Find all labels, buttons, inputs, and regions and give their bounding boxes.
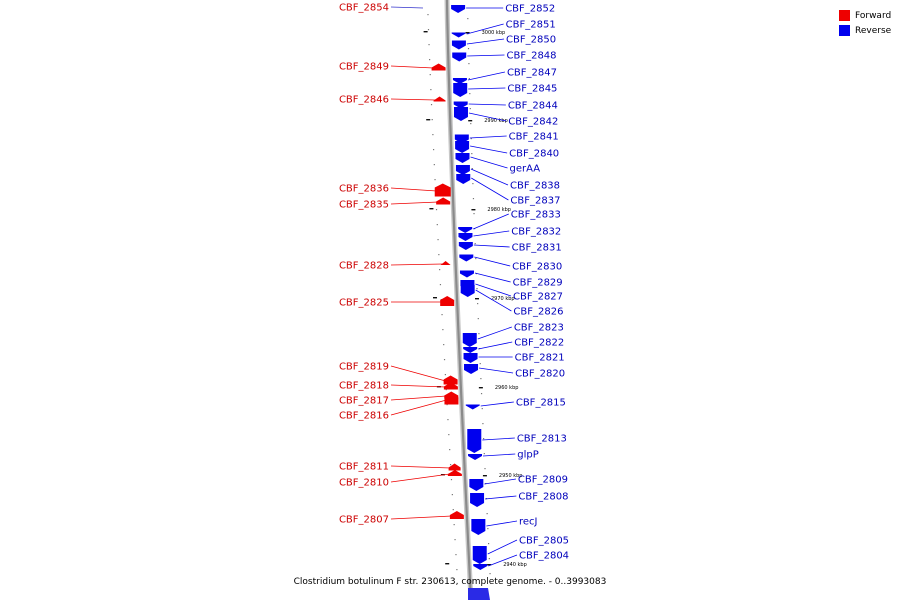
reverse-gene-label: recJ [519, 516, 538, 528]
spoke-dot [437, 224, 438, 225]
reverse-gene-label: CBF_2847 [506, 67, 557, 79]
reverse-leader-line [478, 327, 512, 339]
legend [839, 8, 891, 38]
reverse-gene-arrow [463, 347, 477, 353]
spoke-dot [445, 374, 446, 375]
reverse-gene-label: CBF_2830 [512, 261, 563, 273]
reverse-gene-arrow [456, 165, 470, 175]
spoke-dot [451, 479, 452, 480]
reverse-gene-label: CBF_2845 [507, 83, 558, 95]
reverse-gene-arrow [466, 405, 480, 410]
reverse-leader-line [475, 284, 511, 296]
reverse-gene-arrow [468, 454, 482, 460]
forward-gene-arrow [440, 296, 454, 306]
spoke-dot [430, 74, 431, 75]
reverse-gene-label: CBF_2827 [512, 291, 564, 303]
forward-swatch [839, 10, 850, 21]
spoke-dot [469, 78, 470, 79]
reverse-gene-label: CBF_2840 [509, 148, 560, 160]
forward-gene-arrow [434, 97, 446, 102]
forward-gene-label: CBF_2816 [338, 410, 389, 422]
spoke-dot [484, 453, 485, 454]
forward-gene-label: CBF_2818 [338, 380, 389, 392]
spoke-dot [478, 318, 479, 319]
reverse-gene-label: CBF_2804 [519, 550, 570, 562]
spoke-dot [428, 29, 429, 30]
reverse-gene-label: CBF_2821 [514, 352, 565, 364]
tick-mark [471, 209, 475, 210]
legend-label-reverse: Reverse [855, 25, 892, 36]
spoke-dot [480, 378, 481, 379]
spoke-dot [475, 258, 476, 259]
tick-mark [433, 297, 437, 298]
forward-gene-arrow [448, 470, 462, 476]
spoke-dot [477, 303, 478, 304]
reverse-gene-label: CBF_2829 [512, 277, 563, 289]
spoke-dot [483, 438, 484, 439]
forward-gene-label: CBF_2849 [338, 61, 389, 73]
spoke-dot [442, 329, 443, 330]
spoke-dot [456, 569, 457, 570]
forward-gene-label: CBF_2807 [338, 514, 389, 526]
spoke-dot [434, 164, 435, 165]
reverse-gene-arrow [473, 546, 487, 564]
spoke-dot [470, 108, 471, 109]
reverse-gene-label: glpP [517, 449, 539, 461]
tick-label: 2940 kbp [503, 562, 527, 568]
spoke-dot [431, 104, 432, 105]
spoke-dot [473, 213, 474, 214]
forward-gene-label: CBF_2811 [338, 461, 389, 473]
tick-label: 2990 kbp [484, 118, 508, 124]
reverse-leader-line [469, 104, 506, 105]
reverse-gene-label: CBF_2809 [517, 474, 568, 486]
spoke-dot [447, 419, 448, 420]
spoke-dot [472, 183, 473, 184]
forward-leader-line [391, 516, 452, 519]
reverse-leader-line [481, 402, 514, 406]
reverse-gene-arrow [458, 227, 472, 233]
gene-block-bottom [468, 588, 490, 600]
spoke-dot [450, 464, 451, 465]
reverse-leader-line [484, 479, 516, 484]
forward-leader-line [391, 400, 446, 415]
forward-leader-line [391, 7, 423, 8]
reverse-leader-line [468, 72, 505, 80]
forward-gene-label: CBF_2836 [338, 183, 389, 195]
spoke-dot [448, 434, 449, 435]
reverse-gene-label: CBF_2832 [511, 226, 562, 238]
forward-leader-line [391, 264, 443, 265]
reverse-gene-label: CBF_2808 [518, 491, 569, 503]
spoke-dot [439, 269, 440, 270]
reverse-gene-label: CBF_2841 [508, 131, 559, 143]
tick-mark [426, 119, 430, 120]
spoke-dot [428, 44, 429, 45]
reverse-leader-line [488, 540, 517, 554]
reverse-gene-label: CBF_2837 [510, 195, 561, 207]
reverse-gene-arrow [453, 83, 467, 97]
reverse-leader-line [471, 178, 508, 200]
legend-item-forward [839, 8, 891, 23]
forward-leader-line [391, 202, 438, 204]
reverse-gene-arrow [471, 519, 485, 535]
tick-mark [468, 120, 472, 121]
reverse-gene-arrow [455, 141, 469, 153]
reverse-gene-arrow [452, 53, 466, 62]
reverse-leader-line [474, 245, 510, 247]
forward-gene-arrow [436, 198, 450, 205]
spoke-dot [443, 344, 444, 345]
reverse-gene-arrow [451, 5, 465, 13]
reverse-gene-label: gerAA [509, 163, 541, 175]
reverse-gene-arrow [464, 353, 478, 363]
tick-mark [429, 208, 433, 209]
spoke-dot [440, 284, 441, 285]
forward-gene-label: CBF_2846 [338, 94, 389, 106]
spoke-dot [455, 554, 456, 555]
forward-leader-line [391, 466, 451, 468]
spoke-dot [484, 468, 485, 469]
spoke-dot [437, 239, 438, 240]
spoke-dot [469, 93, 470, 94]
reverse-leader-line [478, 342, 512, 349]
forward-leader-line [391, 474, 450, 482]
legend-label-forward: Forward [855, 10, 892, 21]
reverse-gene-label: CBF_2831 [511, 242, 562, 254]
spoke-dot [449, 449, 450, 450]
reverse-gene-label: CBF_2838 [509, 180, 561, 192]
forward-gene-label: CBF_2825 [338, 297, 389, 309]
reverse-gene-label: CBF_2822 [514, 337, 565, 349]
reverse-gene-arrow [456, 174, 470, 184]
forward-leader-line [391, 366, 446, 381]
reverse-gene-label: CBF_2805 [519, 535, 570, 547]
spoke-dot [433, 149, 434, 150]
reverse-gene-arrow [459, 242, 473, 250]
spoke-dot [475, 243, 476, 244]
reverse-gene-arrow [461, 285, 475, 297]
forward-gene-label: CBF_2819 [338, 361, 389, 373]
spoke-dot [470, 123, 471, 124]
spoke-dot [489, 558, 490, 559]
reverse-gene-label: CBF_2833 [510, 209, 561, 221]
tick-mark [479, 387, 483, 388]
reverse-leader-line [474, 257, 510, 266]
forward-leader-line [391, 99, 436, 100]
spoke-dot [488, 543, 489, 544]
reverse-leader-line [470, 146, 507, 153]
spoke-dot [487, 528, 488, 529]
reverse-gene-arrow [469, 479, 483, 491]
spoke-dot [473, 198, 474, 199]
tick-label: 2960 kbp [494, 385, 519, 391]
forward-gene-label: CBF_2817 [338, 395, 389, 407]
forward-gene-arrow [450, 511, 464, 519]
spoke-dot [438, 254, 439, 255]
spoke-dot [471, 153, 472, 154]
forward-gene-arrow [432, 64, 446, 71]
legend-item-reverse [839, 23, 891, 38]
reverse-gene-arrow [452, 41, 466, 50]
spoke-dot [487, 513, 488, 514]
reverse-leader-line [473, 231, 509, 236]
reverse-leader-line [470, 157, 507, 168]
reverse-leader-line [467, 39, 504, 44]
forward-leader-line [391, 396, 446, 400]
reverse-gene-arrow [454, 107, 468, 121]
tick-label: 2980 kbp [487, 207, 511, 213]
reverse-gene-label: CBF_2852 [505, 3, 556, 15]
reverse-gene-label: CBF_2823 [513, 322, 564, 334]
spoke-dot [430, 89, 431, 90]
reverse-gene-label: CBF_2820 [515, 368, 566, 380]
forward-gene-label: CBF_2810 [338, 477, 389, 489]
reverse-gene-arrow [460, 271, 474, 278]
forward-leader-line [391, 66, 434, 68]
spoke-dot [454, 524, 455, 525]
reverse-leader-line [486, 521, 517, 526]
spoke-dot [481, 393, 482, 394]
tick-label: 2970 kbp [491, 296, 515, 302]
spoke-dot [441, 314, 442, 315]
spoke-dot [480, 363, 481, 364]
spoke-dot [468, 63, 469, 64]
forward-gene-label: CBF_2835 [338, 199, 389, 211]
reverse-leader-line [475, 273, 511, 282]
spoke-dot [432, 119, 433, 120]
reverse-gene-arrow [473, 564, 487, 570]
tick-label: 2950 kbp [498, 473, 523, 479]
reverse-gene-label: CBF_2842 [508, 116, 559, 128]
tick-mark [483, 475, 487, 476]
reverse-leader-line [473, 214, 509, 229]
reverse-swatch [839, 25, 850, 36]
reverse-gene-arrow [464, 364, 478, 374]
forward-gene-label: CBF_2828 [338, 260, 389, 272]
spoke-dot [432, 134, 433, 135]
reverse-leader-line [483, 454, 515, 456]
reverse-gene-label: CBF_2815 [515, 397, 566, 409]
reverse-gene-label: CBF_2844 [507, 100, 558, 112]
reverse-gene-label: CBF_2851 [505, 19, 556, 31]
forward-gene-label: CBF_2854 [338, 2, 389, 14]
reverse-leader-line [482, 438, 515, 440]
reverse-leader-line [468, 88, 505, 89]
spoke-dot [482, 408, 483, 409]
reverse-leader-line [470, 136, 507, 138]
reverse-gene-label: CBF_2826 [513, 306, 564, 318]
map-caption: Clostridium botulinum F str. 230613, complete genome. - 0..3993083 [293, 577, 607, 587]
spoke-dot [453, 509, 454, 510]
reverse-gene-label: CBF_2813 [516, 433, 567, 445]
spoke-dot [454, 539, 455, 540]
spoke-dot [427, 14, 428, 15]
reverse-gene-arrow [458, 233, 472, 241]
spoke-dot [452, 494, 453, 495]
reverse-gene-arrow [463, 333, 477, 347]
reverse-gene-arrow [459, 255, 473, 262]
reverse-gene-arrow [467, 429, 481, 453]
spoke-dot [436, 209, 437, 210]
spoke-dot [489, 573, 490, 574]
forward-gene-arrow [435, 184, 451, 197]
spoke-dot [467, 18, 468, 19]
reverse-leader-line [485, 496, 516, 499]
spoke-dot [434, 179, 435, 180]
reverse-gene-arrow [470, 493, 484, 507]
tick-mark [475, 298, 479, 299]
spoke-dot [476, 288, 477, 289]
tick-label: 3000 kbp [481, 30, 506, 36]
tick-mark [445, 563, 449, 564]
reverse-gene-arrow [455, 153, 469, 163]
reverse-gene-label: CBF_2848 [506, 50, 557, 62]
tick-mark [424, 31, 428, 32]
spoke-dot [468, 48, 469, 49]
forward-leader-line [391, 188, 437, 191]
spoke-dot [482, 423, 483, 424]
reverse-leader-line [467, 55, 504, 56]
reverse-leader-line [479, 368, 513, 373]
reverse-gene-arrow [452, 33, 466, 38]
reverse-gene-label: CBF_2850 [506, 34, 557, 46]
reverse-leader-line [471, 169, 508, 185]
gene-features [432, 5, 488, 570]
spoke-dot [478, 333, 479, 334]
spoke-dot [444, 359, 445, 360]
spoke-dot [429, 59, 430, 60]
